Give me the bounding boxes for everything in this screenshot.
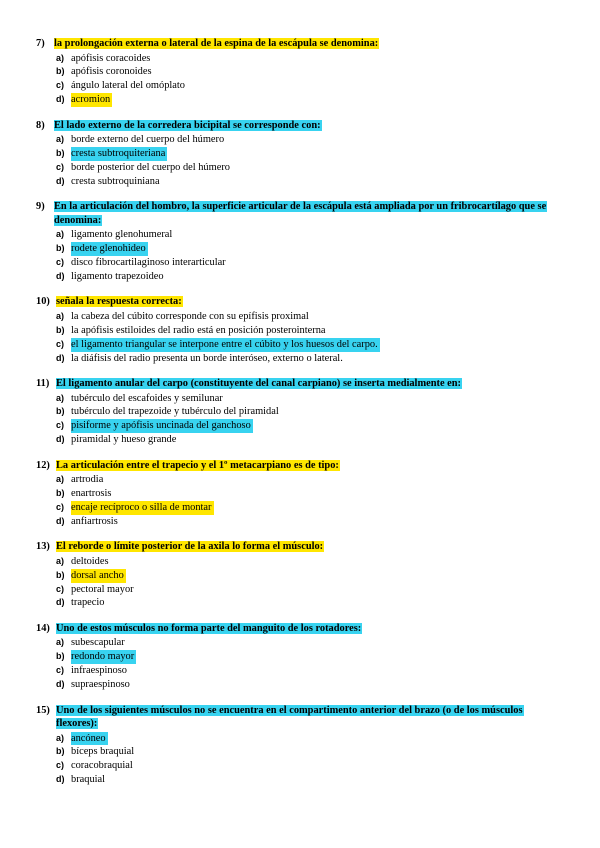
answer-option-a xyxy=(56,310,564,324)
option-letter: c) xyxy=(56,665,65,676)
option-letter: d) xyxy=(56,270,65,281)
answer-options xyxy=(56,555,564,611)
answer-option-c xyxy=(56,338,564,352)
option-text: apófisis coracoides xyxy=(71,52,151,64)
option-text: borde posterior del cuerpo del húmero xyxy=(71,161,230,173)
question-text-wrap xyxy=(56,459,564,473)
answer-option-c xyxy=(56,161,564,175)
option-text: piramidal y hueso grande xyxy=(71,434,177,446)
question-number: 13) xyxy=(36,541,50,553)
answer-option-d xyxy=(56,773,564,787)
option-letter: b) xyxy=(56,148,65,159)
option-letter: a) xyxy=(56,637,65,648)
option-text: infraespinoso xyxy=(71,665,127,677)
question-text-wrap xyxy=(54,119,564,133)
answer-options xyxy=(56,473,564,529)
question-number: 8) xyxy=(36,119,45,131)
option-letter: d) xyxy=(56,597,65,608)
question-text-wrap xyxy=(54,37,564,51)
question-5 xyxy=(36,459,564,529)
option-text: ligamento trapezoideo xyxy=(71,270,164,282)
question-text: señala la respuesta correcta: xyxy=(56,296,182,308)
option-letter: b) xyxy=(56,746,65,757)
option-text: tubérculo del escafoides y semilunar xyxy=(71,392,223,404)
option-letter: c) xyxy=(56,80,65,91)
question-text: la prolongación externa o lateral de la espina de la escápula se denomina: xyxy=(54,38,379,49)
option-letter: c) xyxy=(56,161,65,172)
answer-option-d xyxy=(56,175,564,189)
question-text-wrap xyxy=(56,377,564,391)
option-text: enartrosis xyxy=(71,488,112,500)
question-number: 9) xyxy=(36,201,45,213)
question-text: La articulación entre el trapecio y el 1º metacarpiano es de tipo: xyxy=(56,459,339,471)
answer-option-a xyxy=(56,133,564,147)
option-text: coracobraquial xyxy=(71,760,133,772)
question-8 xyxy=(36,704,564,788)
answer-option-b xyxy=(56,569,564,583)
option-letter: b) xyxy=(56,569,65,580)
option-letter: b) xyxy=(56,66,65,77)
answer-options xyxy=(56,636,564,692)
question-text: El lado externo de la corredera bicipital se corresponde con: xyxy=(54,119,321,131)
answer-option-c xyxy=(56,79,564,93)
question-1 xyxy=(36,119,564,189)
question-line xyxy=(36,37,564,51)
option-text: borde externo del cuerpo del húmero xyxy=(71,134,225,146)
answer-option-a xyxy=(56,473,564,487)
answer-option-b xyxy=(56,147,564,161)
option-text: la cabeza del cúbito corresponde con su epífisis proximal xyxy=(71,310,309,322)
option-text: braquial xyxy=(71,774,106,786)
answer-option-b xyxy=(56,242,564,256)
answer-options xyxy=(56,732,564,788)
answer-option-a xyxy=(56,636,564,650)
option-letter: d) xyxy=(56,515,65,526)
question-4 xyxy=(36,377,564,447)
option-letter: d) xyxy=(56,434,65,445)
answer-option-a xyxy=(56,228,564,242)
option-text: trapecio xyxy=(71,597,105,609)
question-line xyxy=(36,540,564,554)
option-letter: c) xyxy=(56,583,65,594)
option-text: la diáfisis del radio presenta un borde interóseo, externo o lateral. xyxy=(71,352,343,364)
answer-option-c xyxy=(56,501,564,515)
option-letter: c) xyxy=(56,338,65,349)
answer-option-b xyxy=(56,405,564,419)
option-letter: a) xyxy=(56,310,65,321)
option-text: la apófisis estiloides del radio está en posición posterointerna xyxy=(71,324,326,336)
option-letter: c) xyxy=(56,257,65,268)
option-letter: d) xyxy=(56,94,65,105)
question-line xyxy=(36,377,564,391)
option-letter: a) xyxy=(56,52,65,63)
answer-option-d xyxy=(56,678,564,692)
option-letter: b) xyxy=(56,324,65,335)
answer-option-b xyxy=(56,324,564,338)
answer-option-a xyxy=(56,555,564,569)
answer-option-b xyxy=(56,65,564,79)
question-text-wrap xyxy=(56,622,564,636)
question-text: El ligamento anular del carpo (constituyente del canal carpiano) se inserta medialmente en: xyxy=(56,378,462,389)
question-line xyxy=(36,119,564,133)
question-number: 11) xyxy=(36,378,50,389)
answer-option-b xyxy=(56,745,564,759)
question-0 xyxy=(36,37,564,107)
answer-option-b xyxy=(56,487,564,501)
option-letter: d) xyxy=(56,679,65,690)
question-3 xyxy=(36,295,564,365)
option-text-highlighted: acromion xyxy=(71,94,111,106)
option-letter: a) xyxy=(56,392,65,403)
option-letter: c) xyxy=(56,760,65,771)
option-text-highlighted: cresta subtroquiteriana xyxy=(71,148,166,160)
option-text-highlighted: el ligamento triangular se interpone entre el cúbito y los huesos del carpo. xyxy=(71,338,378,350)
answer-option-c xyxy=(56,583,564,597)
option-letter: d) xyxy=(56,352,65,363)
question-text: Uno de los siguientes músculos no se encuentra en el compartimento anterior del brazo (o de los músculos flexores): xyxy=(56,704,523,729)
answer-options xyxy=(56,133,564,189)
option-letter: d) xyxy=(56,175,65,186)
option-text: anfiartrosis xyxy=(71,515,118,527)
option-letter: c) xyxy=(56,501,65,512)
answer-option-a xyxy=(56,52,564,66)
answer-options xyxy=(56,310,564,366)
answer-option-b xyxy=(56,650,564,664)
answer-options xyxy=(56,52,564,108)
option-letter: b) xyxy=(56,651,65,662)
question-line xyxy=(36,459,564,473)
question-number: 7) xyxy=(36,38,45,49)
option-letter: d) xyxy=(56,774,65,785)
option-text: pectoral mayor xyxy=(71,583,134,595)
option-text: cresta subtroquiniana xyxy=(71,175,160,187)
answer-option-d xyxy=(56,433,564,447)
question-line xyxy=(36,295,564,309)
answer-option-d xyxy=(56,352,564,366)
option-text: tubérculo del trapezoide y tubérculo del piramidal xyxy=(71,406,279,418)
answer-option-c xyxy=(56,759,564,773)
option-letter: c) xyxy=(56,420,65,431)
question-text-wrap xyxy=(56,540,564,554)
option-letter: a) xyxy=(56,474,65,485)
question-line xyxy=(36,200,564,227)
answer-option-a xyxy=(56,392,564,406)
question-6 xyxy=(36,540,564,610)
question-line xyxy=(36,622,564,636)
answer-option-d xyxy=(56,270,564,284)
option-text: deltoides xyxy=(71,555,109,567)
option-letter: a) xyxy=(56,732,65,743)
option-text-highlighted: ancóneo xyxy=(71,732,106,744)
question-7 xyxy=(36,622,564,692)
question-list xyxy=(36,37,564,787)
option-text-highlighted: pisiforme y apófisis uncinada del ganchoso xyxy=(71,420,251,432)
option-text-highlighted: dorsal ancho xyxy=(71,569,124,581)
question-text-wrap xyxy=(56,295,564,309)
question-text-wrap xyxy=(56,704,564,731)
answer-option-c xyxy=(56,419,564,433)
option-text: ligamento glenohumeral xyxy=(71,229,173,241)
answer-options xyxy=(56,392,564,448)
option-text: bíceps braquial xyxy=(71,746,135,758)
option-letter: b) xyxy=(56,488,65,499)
question-line xyxy=(36,704,564,731)
option-letter: b) xyxy=(56,406,65,417)
option-text-highlighted: rodete glenohideo xyxy=(71,243,146,255)
question-2 xyxy=(36,200,564,284)
question-text: En la articulación del hombro, la superficie articular de la escápula está ampliada por un fribrocartílago que se denomina: xyxy=(54,201,547,226)
question-number: 10) xyxy=(36,296,50,308)
option-text: subescapular xyxy=(71,637,125,649)
option-letter: a) xyxy=(56,134,65,145)
option-letter: a) xyxy=(56,229,65,240)
question-number: 14) xyxy=(36,622,50,634)
answer-option-a xyxy=(56,732,564,746)
answer-option-c xyxy=(56,256,564,270)
question-text: Uno de estos músculos no forma parte del manguito de los rotadores: xyxy=(56,622,362,634)
question-number: 15) xyxy=(36,704,50,716)
question-number: 12) xyxy=(36,459,50,471)
answer-option-c xyxy=(56,664,564,678)
answer-options xyxy=(56,228,564,284)
option-letter: a) xyxy=(56,555,65,566)
option-text: artrodia xyxy=(71,474,104,486)
answer-option-d xyxy=(56,515,564,529)
option-text: apófisis coronoides xyxy=(71,66,152,78)
option-text: disco fibrocartilaginoso interarticular xyxy=(71,257,226,269)
question-text: El reborde o límite posterior de la axila lo forma el músculo: xyxy=(56,541,324,553)
option-text: supraespinoso xyxy=(71,679,130,691)
answer-option-d xyxy=(56,596,564,610)
option-text-highlighted: redondo mayor xyxy=(71,651,135,663)
question-text-wrap xyxy=(54,200,564,227)
option-letter: b) xyxy=(56,243,65,254)
option-text-highlighted: encaje recíproco o silla de montar xyxy=(71,501,212,513)
option-text: ángulo lateral del omóplato xyxy=(71,80,185,92)
answer-option-d xyxy=(56,93,564,107)
